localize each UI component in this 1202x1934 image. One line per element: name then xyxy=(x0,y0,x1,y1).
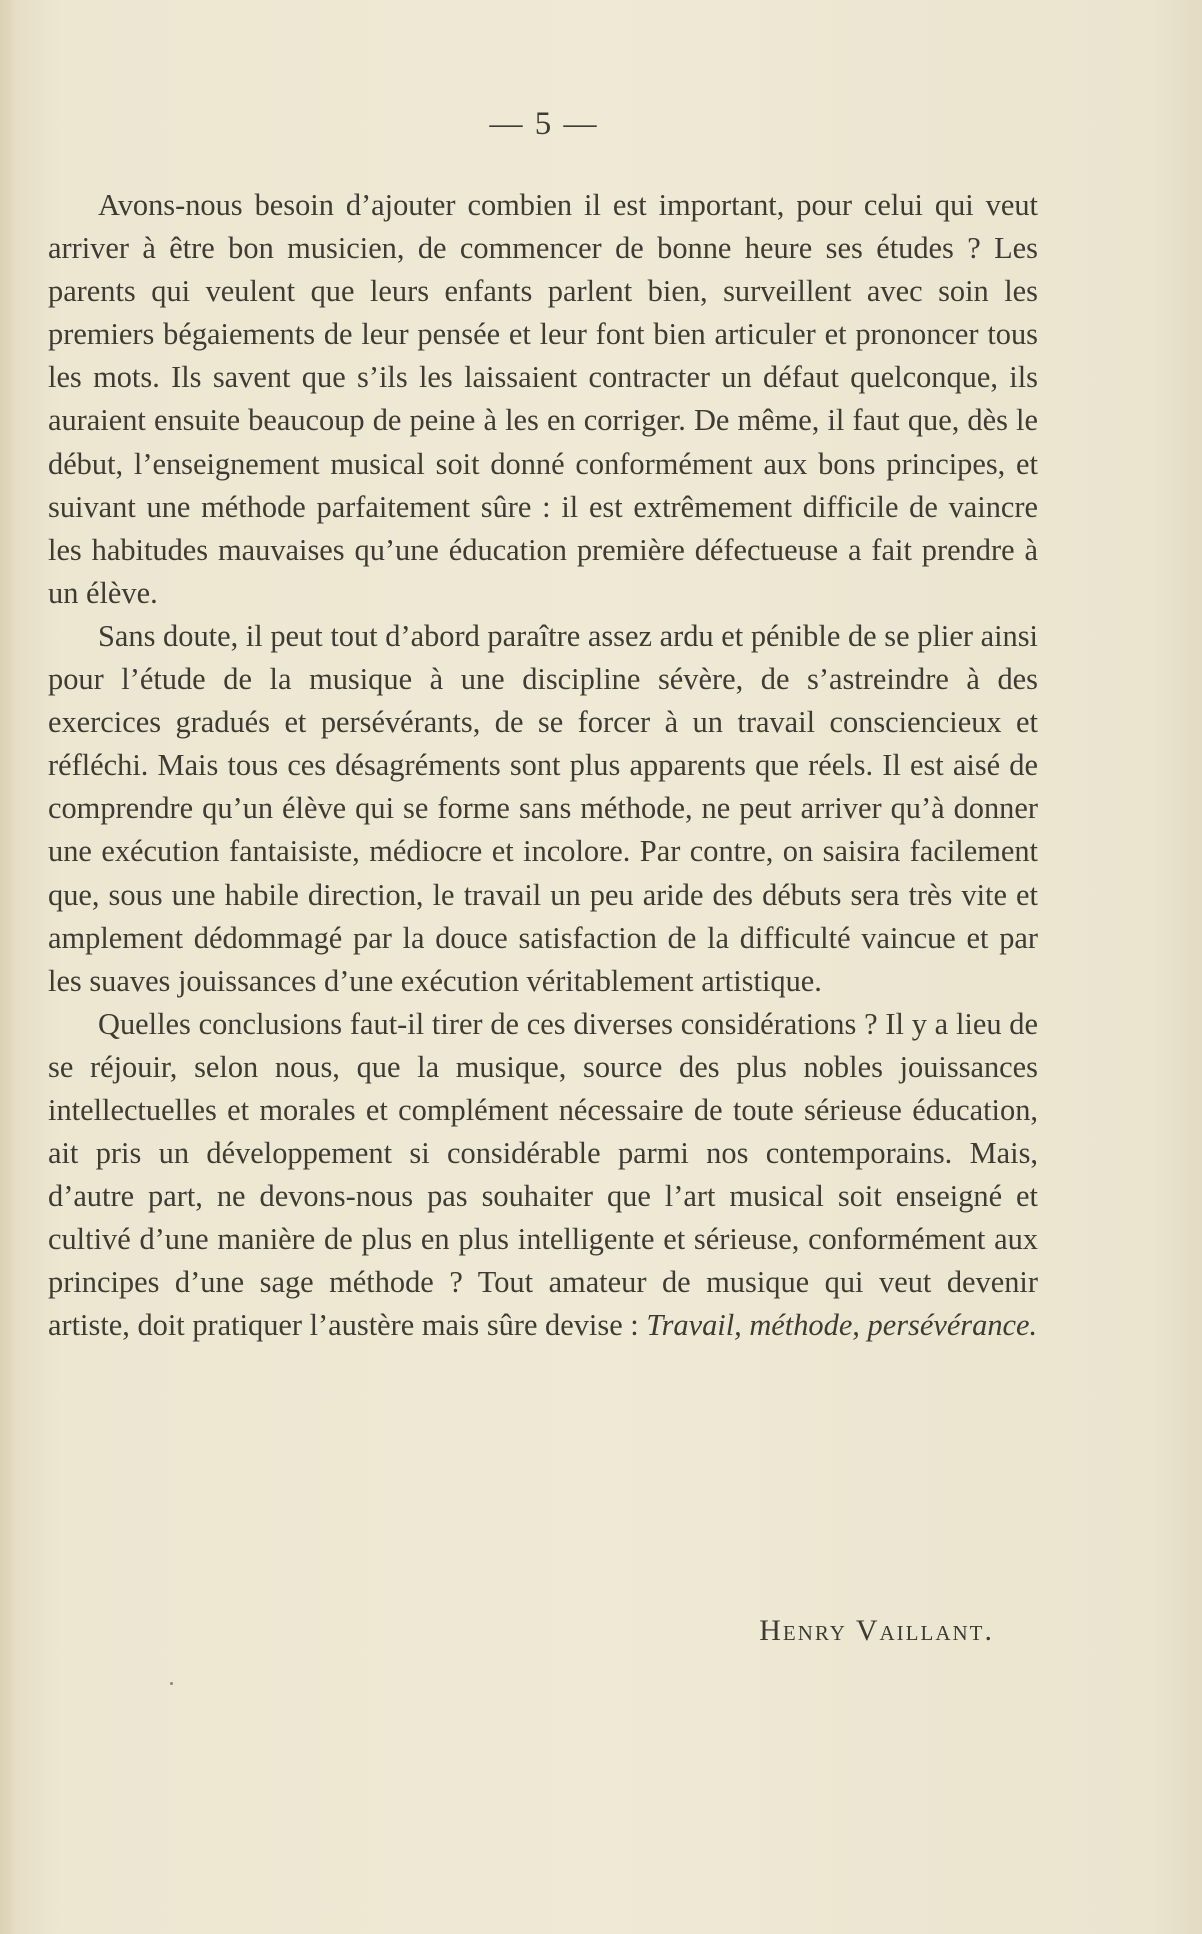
motto: Travail, méthode, persévérance. xyxy=(646,1308,1038,1343)
paragraph-1: Avons-nous besoin d’ajouter combien il est important, pour celui qui veut arriver à être bon musicien, de commencer de bonne heure ses études ? Les parents qui veulent que leurs enfants parlent bien, surveillent avec soin les premiers bégaiements de leur pensée et leur font bien articuler et prononcer tous les mots. Ils savent que s’ils les laissaient contracter un défaut quelconque, ils auraient ensuite beaucoup de peine à les en corriger. De même, il faut que, dès le début, l’enseignement musical soit donné conformément aux bons principes, et suivant une méthode parfaitement sûre : il est extrêmement difficile de vaincre les habitudes mauvaises qu’une éducation première défectueuse a fait prendre à un élève. xyxy=(48,188,1038,610)
paragraph-3-text: Quelles conclusions faut-il tirer de ces diverses considérations ? Il y a lieu de se réjouir, selon nous, que la musique, source des plus nobles jouissances intellectuelles et morales et complément nécessaire de toute sérieuse éducation, ait pris un développement si considérable parmi nos contemporains. Mais, d’autre part, ne devons-nous pas souhaiter que l’art musical soit enseigné et cultivé d’une manière de plus en plus intelligente et sérieuse, conformément aux principes d’une sage méthode ? Tout amateur de musique qui veut devenir artiste, doit pratiquer l’austère mais sûre devise : xyxy=(48,1006,1038,1343)
paper-speck xyxy=(170,1682,173,1685)
paragraph-2: Sans doute, il peut tout d’abord paraître assez ardu et pénible de se plier ainsi pour l’étude de la musique à une discipline sévère, de s’astreindre à des exercices gradués et persévérants, de se forcer à un travail consciencieux et réfléchi. Mais tous ces désagréments sont plus apparents que réels. Il est aisé de comprendre qu’un élève qui se forme sans méthode, ne peut arriver qu’à donner une exécution fantaisiste, médiocre et incolore. Par contre, on saisira facilement que, sous une habile direction, le travail un peu aride des débuts sera très vite et amplement dédommagé par la douce satisfaction de la difficulté vaincue et par les suaves jouissances d’une exécution véritablement artistique. xyxy=(48,618,1038,998)
paragraph-3 xyxy=(48,1003,1038,1348)
page-number: — 5 — xyxy=(489,106,599,142)
body-text xyxy=(48,184,1038,1348)
author-signature: Henry Vaillant. xyxy=(759,1614,994,1647)
